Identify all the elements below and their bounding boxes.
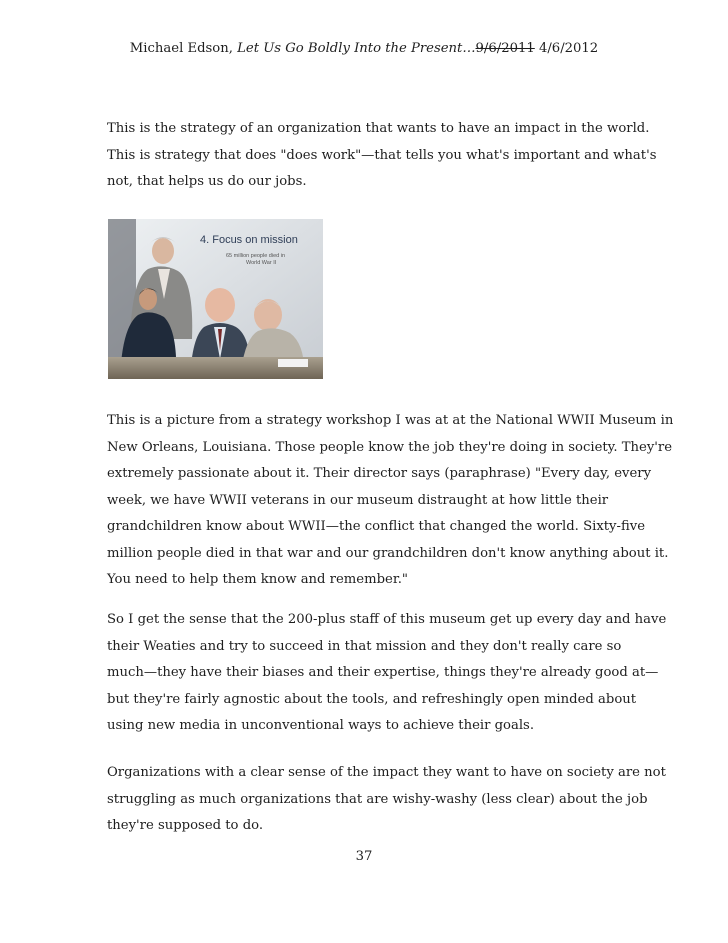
text-line: much—they have their biases and their expertise, things they're already good at— (107, 665, 659, 680)
slide-caption-line1: 65 million people died in (226, 253, 286, 259)
text-line: So I get the sense that the 200-plus staff of this museum get up every day and have (107, 612, 667, 627)
text-line: they're supposed to do. (107, 818, 264, 833)
text-line: their Weaties and try to succeed in that mission and they don't really care so (107, 638, 622, 654)
text-line: This is a picture from a strategy workshop I was at at the National WWII Museum in (107, 413, 674, 428)
workshop-photo-illustration (108, 219, 323, 379)
text-line: week, we have WWII veterans in our museum distraught at how little their (107, 492, 609, 508)
header-old-date: 9/6/2011 (475, 41, 535, 56)
paragraph-3 (107, 607, 667, 740)
paragraph-1 (107, 116, 657, 196)
slide-title: 4. Focus on mission (200, 234, 298, 246)
text-line: million people died in that war and our grandchildren don't know anything about it. (107, 545, 669, 561)
text-line: Organizations with a clear sense of the impact they want to have on society are not (107, 765, 666, 780)
header-title: Let Us Go Boldly Into the Present… (237, 41, 476, 56)
text-line: struggling as much organizations that are wishy-washy (less clear) about the job (107, 791, 648, 807)
text-line: extremely passionate about it. Their director says (paraphrase) "Every day, every (107, 466, 652, 481)
text-line: New Orleans, Louisiana. Those people know the job they're doing in society. They're (107, 439, 673, 455)
text-line: You need to help them know and remember." (107, 572, 408, 587)
text-line: grandchildren know about WWII—the conflict that changed the world. Sixty-five (107, 519, 646, 534)
text-line: using new media in unconventional ways to achieve their goals. (107, 718, 535, 733)
page-number: 37 (355, 849, 373, 864)
paragraph-2 (107, 408, 674, 594)
workshop-photo (108, 219, 323, 379)
header-new-date: 4/6/2012 (534, 41, 599, 56)
slide-caption-line2: World War II (246, 260, 277, 266)
header-author: Michael Edson, (129, 41, 238, 56)
text-line: not, that helps us do our jobs. (107, 174, 307, 189)
paragraph-4 (107, 760, 666, 840)
text-line: but they're fairly agnostic about the tools, and refreshingly open minded about (107, 691, 637, 707)
running-header (0, 41, 728, 56)
text-line: This is the strategy of an organization that wants to have an impact in the world. (107, 121, 650, 136)
text-line: This is strategy that does "does work"—that tells you what's important and what's (107, 147, 657, 163)
